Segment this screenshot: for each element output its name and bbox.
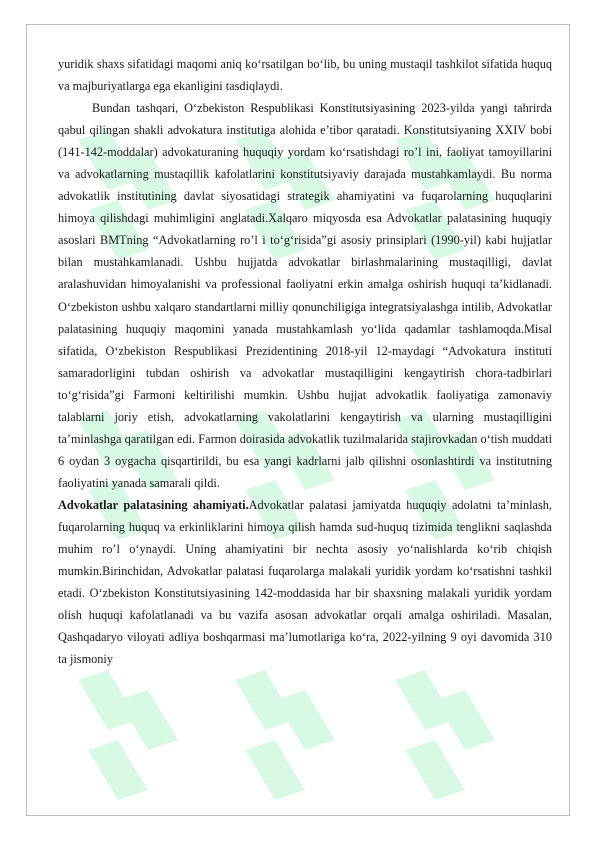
paragraph-text: Advokatlar palatasi jamiyatda huquqiy adolatni ta’minlash, fuqarolarning huquq va erkinliklarini himoya qilish hamda sud-huquq tizimida tenglikni saqlashda muhim ro’l o‘ynaydi. Uning ahamiyatini bir nechta asosiy yo‘nalishlarda ko‘rib chiqish mumkin.Birinchidan, Advokatlar palatasi fuqarolarga malakali yuridik yordam ko‘rsatishni tashkil etadi. O‘zbekiston Konstitutsiyasining 142-moddasida har bir shaxsning malakali yuridik yordam olish huquqi kafolatlanadi va bu vazifa asosan advokatlar orqali amalga oshiriladi. Masalan, Qashqadaryo viloyati adliya boshqarmasi ma’lumotlariga ko‘ra, 2022-yilning 9 oyi davomida 310 ta jismoniy — [58, 497, 552, 667]
section-heading: Advokatlar palatasining ahamiyati. — [58, 497, 249, 512]
paragraph: yuridik shaxs sifatidagi maqomi aniq ko‘rsatilgan bo‘lib, bu uning mustaqil tashkilot sifatida huquq va majburiyatlarga ega ekanligini tasdiqlaydi. — [58, 57, 552, 94]
paragraph — [58, 494, 552, 670]
document-body — [58, 53, 552, 670]
paragraph: Bundan tashqari, O‘zbekiston Respublikasi Konstitutsiyasining 2023-yilda yangi tahrirda qabul qilingan shakli advokatura institutiga alohida e’tibor qaratadi. Konstitutsiyaning XXIV bobi (141-142-moddalar) advokaturaning huquqiy yordam ko‘rsatishdagi ro’l ini, faoliyat tamoyillarini va advokatlarning mustaqillik kafolatlarini konstitutsiyaviy darajada mustahkamlaydi. Bu norma advokatlik institutining davlat siyosatidagi strategik ahamiyatini va fuqarolarning huquqlarini himoya qilishdagi muhimligini anglatadi.Xalqaro miqyosda esa Advokatlar palatasining huquqiy asoslari BMTning “Advokatlarning ro’l i to‘g‘risida”gi asosiy prinsiplari (1990-yil) kabi hujjatlar bilan mustahkamlanadi. Ushbu hujjatda advokatlar birlashmalarining mustaqilligi, davlat aralashuvidan himoyalanishi va professional faoliyatni erkin amalga oshirish huquqi ta’kidlanadi. O‘zbekiston ushbu xalqaro standartlarni milliy qonunchiligiga integratsiyalashga intilib, Advokatlar palatasining huquqiy maqomini yanada mustahkamlash yo‘lida qadamlar tashlamoqda.Misal sifatida, O‘zbekiston Respublikasi Prezidentining 2018-yil 12-maydagi “Advokatura instituti samaradorligini tubdan oshirish va advokatlar mustaqilligini kengaytirish chora-tadbirlari to‘g‘risida”gi Farmoni keltirilishi mumkin. Ushbu hujjat advokatlik faoliyatiga zamonaviy talablarni joriy etish, advokatlarning vakolatlarini kengaytirish va ularning mustaqilligini ta’minlashga qaratilgan edi. Farmon doirasida advokatlik tuzilmalarida stajirovkadan o‘tish muddati 6 oydan 3 oygacha qisqartirildi, bu esa yangi kadrlarni jalb qilishni osonlashtirdi va institutning faoliyatini yanada samarali qildi. — [58, 101, 552, 490]
